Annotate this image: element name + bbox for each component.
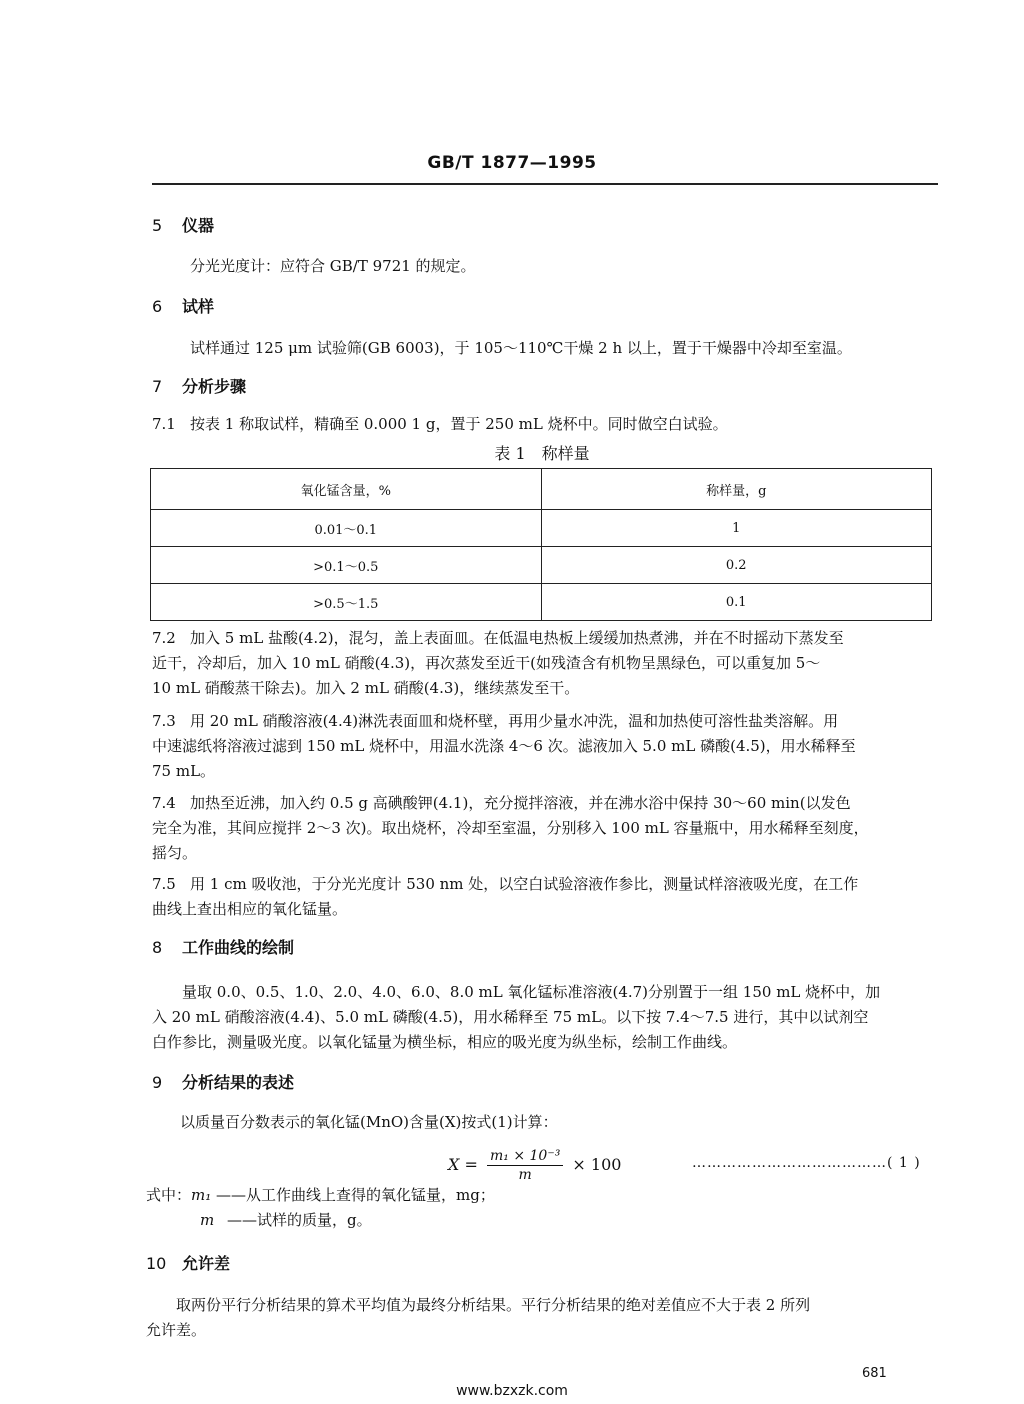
- variable-definitions: [146, 1183, 495, 1233]
- section-number: 9: [152, 1073, 163, 1092]
- clause-7-1: [152, 412, 728, 437]
- section-8-body: [152, 980, 880, 1055]
- clause-line: 中速滤纸将溶液过滤到 150 mL 烧杯中，用温水洗涤 4～6 次。滤液加入 5.0 mL 磷酸(4.5)，用水稀释至: [152, 737, 856, 755]
- clause-line: 近干，冷却后，加入 10 mL 硝酸(4.3)，再次蒸发至近干(如残渣含有机物呈黑绿色，可以重复加 5～: [152, 654, 821, 672]
- clause-line: 用 20 mL 硝酸溶液(4.4)淋洗表面皿和烧杯壁，再用少量水冲洗，温和加热使可溶性盐类溶解。用: [190, 712, 839, 730]
- section-title: 试样: [182, 297, 215, 316]
- section-title: 分析结果的表述: [182, 1073, 295, 1092]
- section-number: 7: [152, 377, 163, 396]
- def-text: ——从工作曲线上查得的氧化锰量，mg；: [216, 1186, 495, 1204]
- formula-rhs: × 100: [572, 1155, 622, 1174]
- table-header-cell: 氧化锰含量，%: [151, 469, 542, 510]
- section-title: 分析步骤: [182, 377, 247, 396]
- section-9-heading: [152, 1070, 294, 1093]
- clause-text: 按表 1 称取试样，精确至 0.000 1 g，置于 250 mL 烧杯中。同时做空白试验。: [190, 415, 728, 433]
- formula-number: ( 1 ): [887, 1155, 921, 1171]
- body-line: 允许差。: [146, 1321, 207, 1339]
- formula-fraction: [487, 1148, 563, 1183]
- formula-label: [692, 1155, 921, 1171]
- section-8-heading: [152, 935, 294, 958]
- table-header-row: [151, 469, 932, 510]
- formula-leader-dots: …………………………………: [692, 1155, 887, 1171]
- body-line: 入 20 mL 硝酸溶液(4.4)、5.0 mL 磷酸(4.5)，用水稀释至 75 mL。以下按 7.4～7.5 进行，其中以试剂空: [152, 1008, 869, 1026]
- table-1: [150, 468, 932, 621]
- body-line: 量取 0.0、0.5、1.0、2.0、4.0、6.0、8.0 mL 氧化锰标准溶液(4.7)分别置于一组 150 mL 烧杯中，加: [182, 983, 881, 1001]
- header-rule: [152, 183, 938, 185]
- body-line: 白作参比，测量吸光度。以氧化锰量为横坐标，相应的吸光度为纵坐标，绘制工作曲线。: [152, 1033, 738, 1051]
- section-10-body: [146, 1293, 810, 1343]
- section-5-body: 分光光度计：应符合 GB/T 9721 的规定。: [190, 257, 476, 275]
- clause-line: 75 mL。: [152, 762, 216, 780]
- section-5-heading: [152, 213, 214, 236]
- section-title: 仪器: [182, 216, 215, 235]
- clause-7-5: [152, 872, 858, 922]
- formula-numerator: m₁ × 10⁻³: [487, 1148, 563, 1166]
- clause-line: 用 1 cm 吸收池，于分光光度计 530 nm 处，以空白试验溶液作参比，测量试样溶液吸光度，在工作: [190, 875, 859, 893]
- table-cell: 0.01～0.1: [151, 510, 542, 547]
- clause-7-2: [152, 626, 844, 701]
- footer-url: www.bzxzk.com: [456, 1383, 568, 1399]
- clause-line: 曲线上查出相应的氧化锰量。: [152, 900, 348, 918]
- section-number: 8: [152, 938, 163, 957]
- table-cell: 0.1: [541, 584, 932, 621]
- clause-7-4: [152, 791, 869, 866]
- section-10-heading: [146, 1251, 230, 1274]
- clause-number: 7.1: [152, 415, 176, 433]
- def-symbol: m: [200, 1211, 215, 1229]
- section-6-heading: [152, 294, 214, 317]
- section-6-body: 试样通过 125 μm 试验筛(GB 6003)，于 105～110℃干燥 2 h 以上，置于干燥器中冷却至室温。: [190, 339, 852, 357]
- formula-denominator: m: [518, 1167, 532, 1183]
- section-number: 10: [146, 1254, 167, 1273]
- section-number: 6: [152, 297, 163, 316]
- where-label: 式中：: [146, 1186, 192, 1204]
- def-text: ——试样的质量，g。: [227, 1211, 372, 1229]
- clause-line: 加入 5 mL 盐酸(4.2)，混匀，盖上表面皿。在低温电热板上缓缓加热煮沸，并在不时摇动下蒸发至: [190, 629, 844, 647]
- table-cell: >0.5～1.5: [151, 584, 542, 621]
- clause-line: 加热至近沸，加入约 0.5 g 高碘酸钾(4.1)，充分搅拌溶液，并在沸水浴中保持 30～60 min(以发色: [190, 794, 851, 812]
- clause-number: 7.3: [152, 712, 176, 730]
- clause-number: 7.4: [152, 794, 176, 812]
- section-number: 5: [152, 216, 163, 235]
- clause-line: 10 mL 硝酸蒸干除去)。加入 2 mL 硝酸(4.3)，继续蒸发至干。: [152, 679, 580, 697]
- table-cell: 0.2: [541, 547, 932, 584]
- table-row: [151, 510, 932, 547]
- section-title: 工作曲线的绘制: [182, 938, 295, 957]
- body-line: 取两份平行分析结果的算术平均值为最终分析结果。平行分析结果的绝对差值应不大于表 2 所列: [176, 1296, 811, 1314]
- clause-line: 完全为准，其间应搅拌 2～3 次)。取出烧杯，冷却至室温，分别移入 100 mL 容量瓶中，用水稀释至刻度，: [152, 819, 869, 837]
- clause-number: 7.2: [152, 629, 176, 647]
- page-number: 681: [862, 1366, 887, 1381]
- formula-1: [448, 1148, 621, 1183]
- clause-number: 7.5: [152, 875, 176, 893]
- def-symbol: m₁: [191, 1186, 212, 1204]
- section-9-intro: 以质量百分数表示的氧化锰(MnO)含量(X)按式(1)计算：: [180, 1113, 558, 1131]
- clause-7-3: [152, 709, 856, 784]
- table-header-cell: 称样量，g: [541, 469, 932, 510]
- section-7-heading: [152, 374, 246, 397]
- formula-lhs: X =: [448, 1155, 478, 1174]
- table-row: [151, 547, 932, 584]
- table-cell: 1: [541, 510, 932, 547]
- table-1-caption: 表 1 称样量: [494, 444, 590, 463]
- table-cell: >0.1～0.5: [151, 547, 542, 584]
- clause-line: 摇匀。: [152, 844, 198, 862]
- table-row: [151, 584, 932, 621]
- page-header: GB/T 1877—1995: [427, 153, 597, 173]
- section-title: 允许差: [182, 1254, 231, 1273]
